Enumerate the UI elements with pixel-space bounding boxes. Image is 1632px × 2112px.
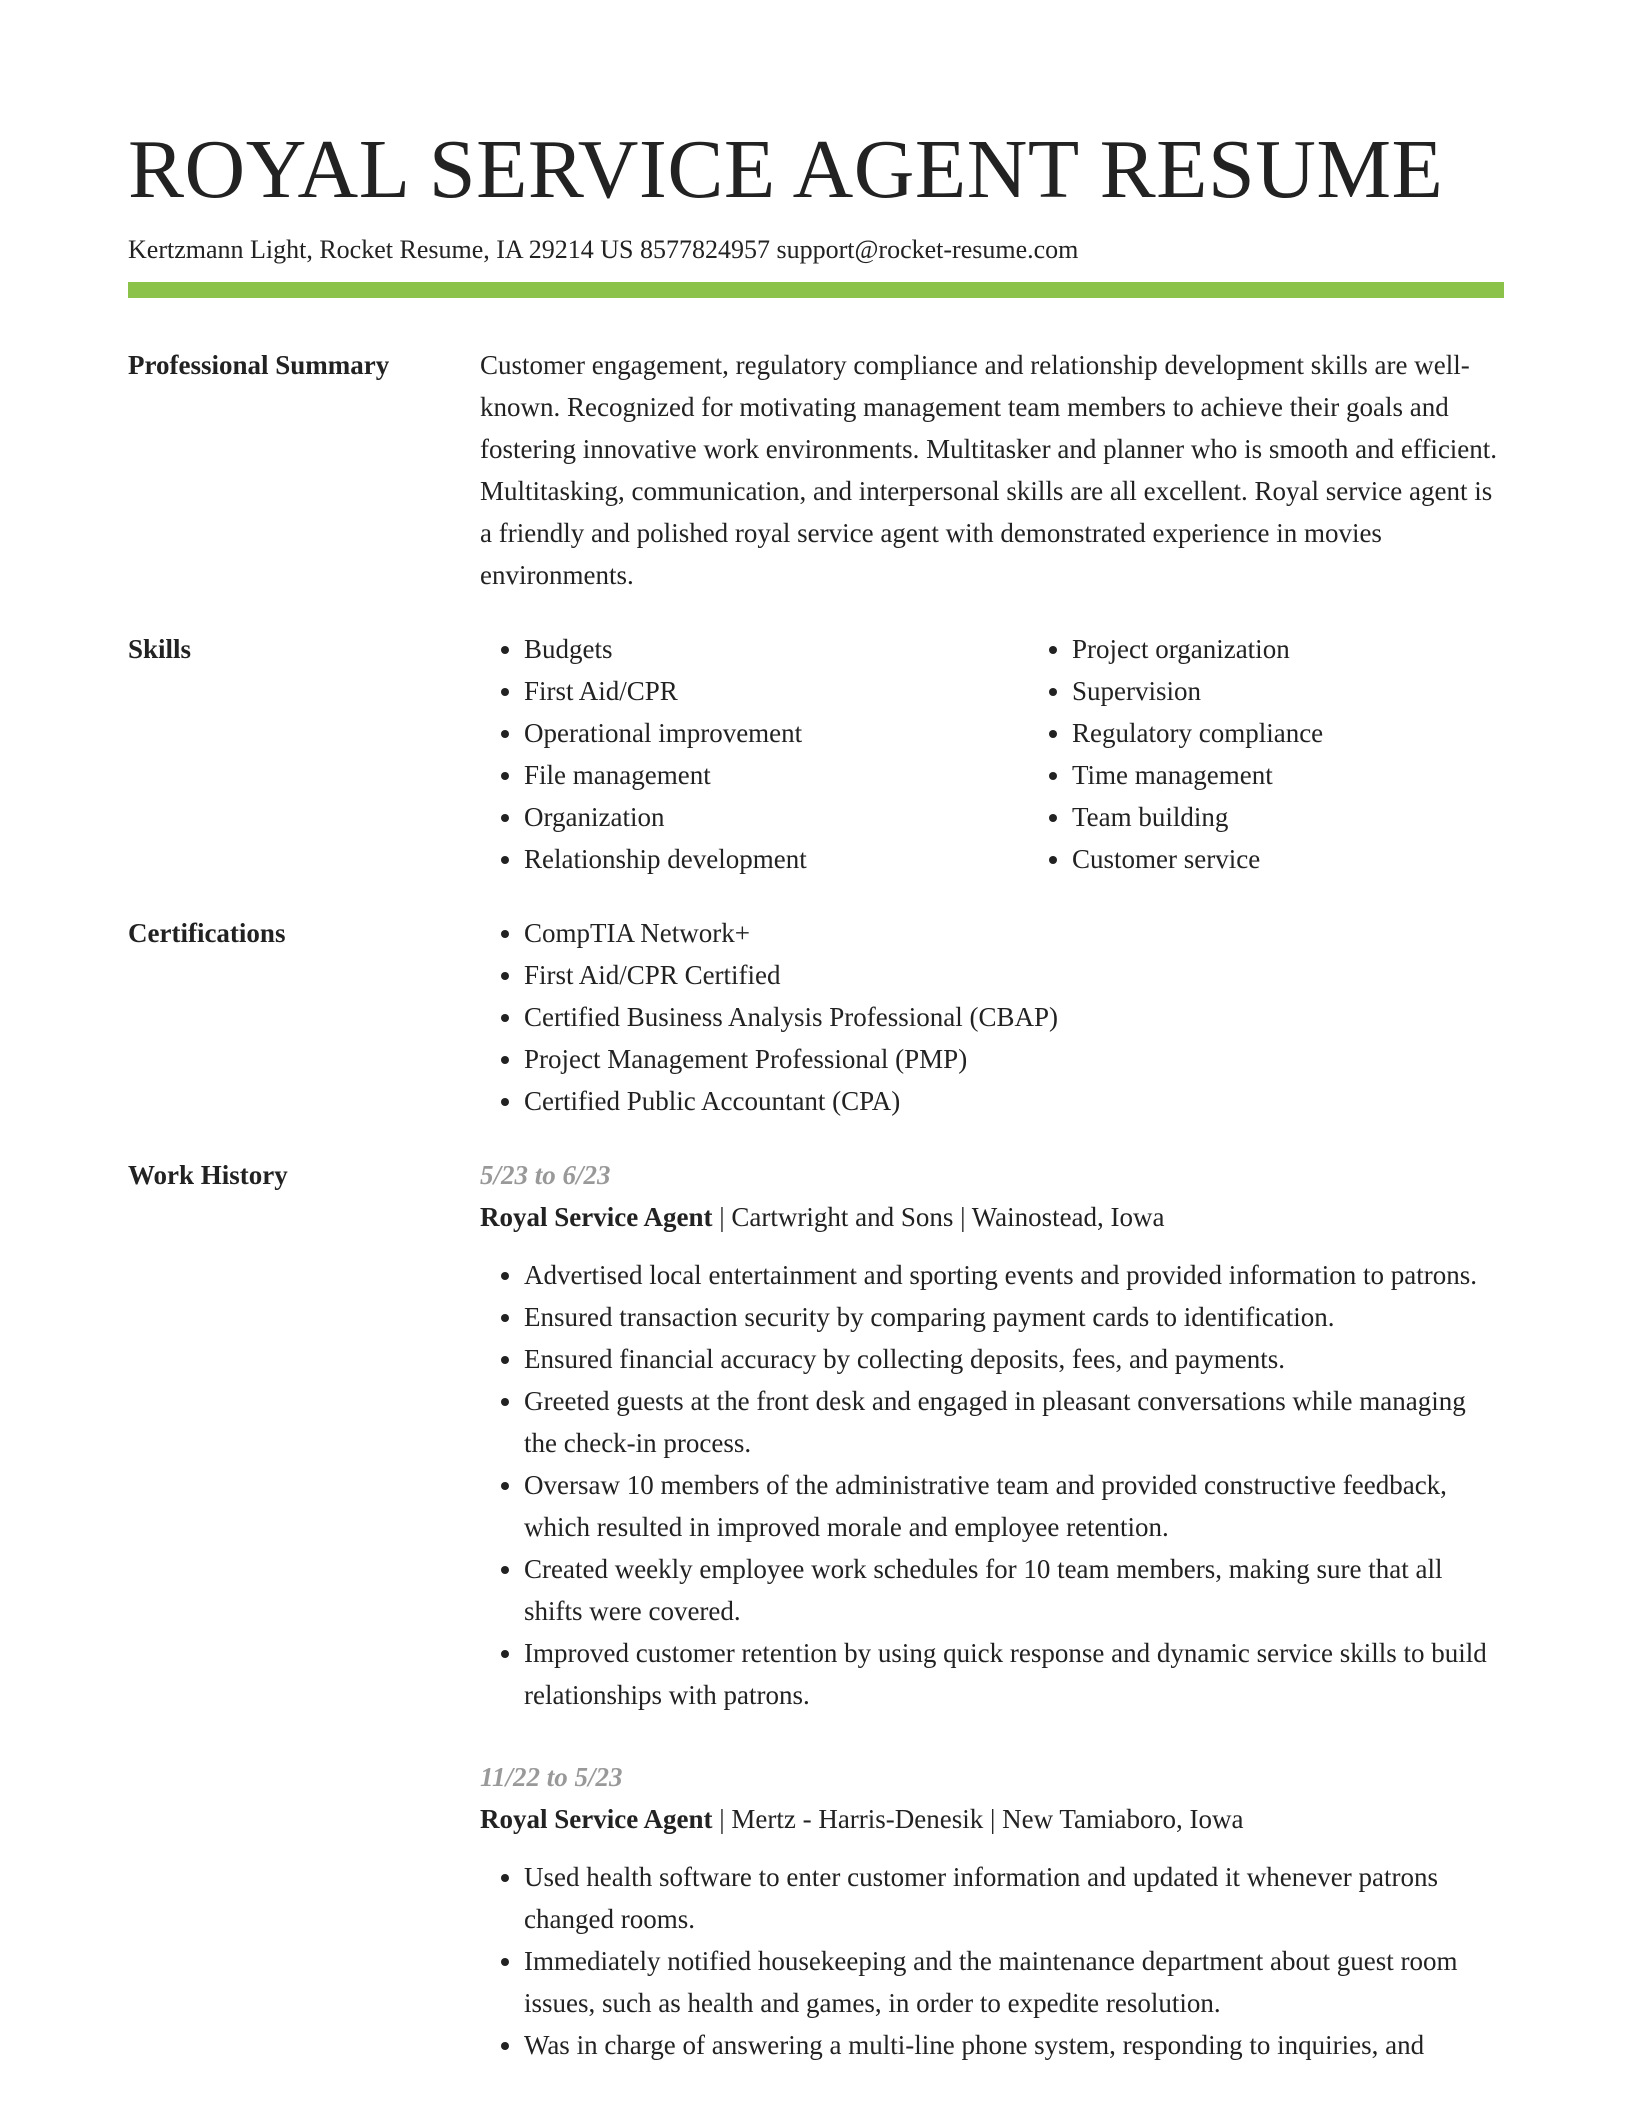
certifications-section [128,912,1504,1122]
job-company-location: | Mertz - Harris-Denesik | New Tamiaboro, Iowa [712,1804,1244,1834]
summary-text: Customer engagement, regulatory compliance and relationship development skills are well-known. Recognized for motivating management team members to achieve their goals and fostering innovative work environments. Multitasker and planner who is smooth and efficient. Multitasking, communication, and interpersonal skills are all excellent. Royal service agent is a friendly and polished royal service agent with demonstrated experience in movies environments. [480,350,1498,590]
section-label: Work History [128,1160,288,1190]
list-item: • Relationship development [524,838,1028,880]
certifications-list [480,912,1504,1122]
list-item: • Operational improvement [524,712,1028,754]
list-item: • Supervision [1072,670,1576,712]
contact-line: Kertzmann Light, Rocket Resume, IA 29214 US 8577824957 support@rocket-resume.com [128,235,1079,264]
job-title: Royal Service Agent [480,1804,713,1834]
list-item: • Team building [1072,796,1576,838]
job-heading [480,1196,1504,1238]
job-entry [480,1756,1504,2066]
list-item: • Was in charge of answering a multi-line phone system, responding to inquiries, and [524,2024,1504,2066]
job-company-location: | Cartwright and Sons | Wainostead, Iowa [712,1202,1165,1232]
job-title: Royal Service Agent [480,1202,713,1232]
list-item: • Ensured financial accuracy by collecting deposits, fees, and payments. [524,1338,1504,1380]
list-item: • Immediately notified housekeeping and the maintenance department about guest room issues, such as health and games, in order to expedite resolution. [524,1940,1504,2024]
list-item: • Advertised local entertainment and sporting events and provided information to patrons. [524,1254,1504,1296]
list-item: • Greeted guests at the front desk and engaged in pleasant conversations while managing the check-in process. [524,1380,1504,1464]
list-item: • Budgets [524,628,1028,670]
resume-page [128,118,1504,2066]
skills-list-left [480,628,1028,880]
list-item: • Regulatory compliance [1072,712,1576,754]
list-item: • CompTIA Network+ [524,912,1504,954]
skills-list-right [1028,628,1576,880]
list-item: • Customer service [1072,838,1576,880]
list-item: • Organization [524,796,1028,838]
job-bullets [480,1856,1504,2066]
professional-summary-section [128,344,1504,596]
skills-section [128,628,1504,880]
accent-divider [128,282,1504,298]
job-heading [480,1798,1504,1840]
list-item: • Project Management Professional (PMP) [524,1038,1504,1080]
list-item: • Ensured transaction security by comparing payment cards to identification. [524,1296,1504,1338]
list-item: • Improved customer retention by using quick response and dynamic service skills to build relationships with patrons. [524,1632,1504,1716]
job-entry [480,1154,1504,1716]
section-label: Professional Summary [128,350,390,380]
list-item: • Certified Public Accountant (CPA) [524,1080,1504,1122]
list-item: • First Aid/CPR [524,670,1028,712]
list-item: • First Aid/CPR Certified [524,954,1504,996]
job-dates: 11/22 to 5/23 [480,1762,623,1792]
list-item: • Oversaw 10 members of the administrative team and provided constructive feedback, which resulted in improved morale and employee retention. [524,1464,1504,1548]
list-item: • Time management [1072,754,1576,796]
resume-title: ROYAL SERVICE AGENT RESUME [128,123,1444,216]
work-history-section [128,1154,1504,2066]
job-bullets [480,1254,1504,1716]
job-dates: 5/23 to 6/23 [480,1160,611,1190]
section-label: Certifications [128,918,286,948]
skills-grid [480,628,1576,880]
section-label: Skills [128,634,192,664]
list-item: • Created weekly employee work schedules for 10 team members, making sure that all shifts were covered. [524,1548,1504,1632]
list-item: • Project organization [1072,628,1576,670]
list-item: • File management [524,754,1028,796]
list-item: • Used health software to enter customer information and updated it whenever patrons changed rooms. [524,1856,1504,1940]
list-item: • Certified Business Analysis Professional (CBAP) [524,996,1504,1038]
